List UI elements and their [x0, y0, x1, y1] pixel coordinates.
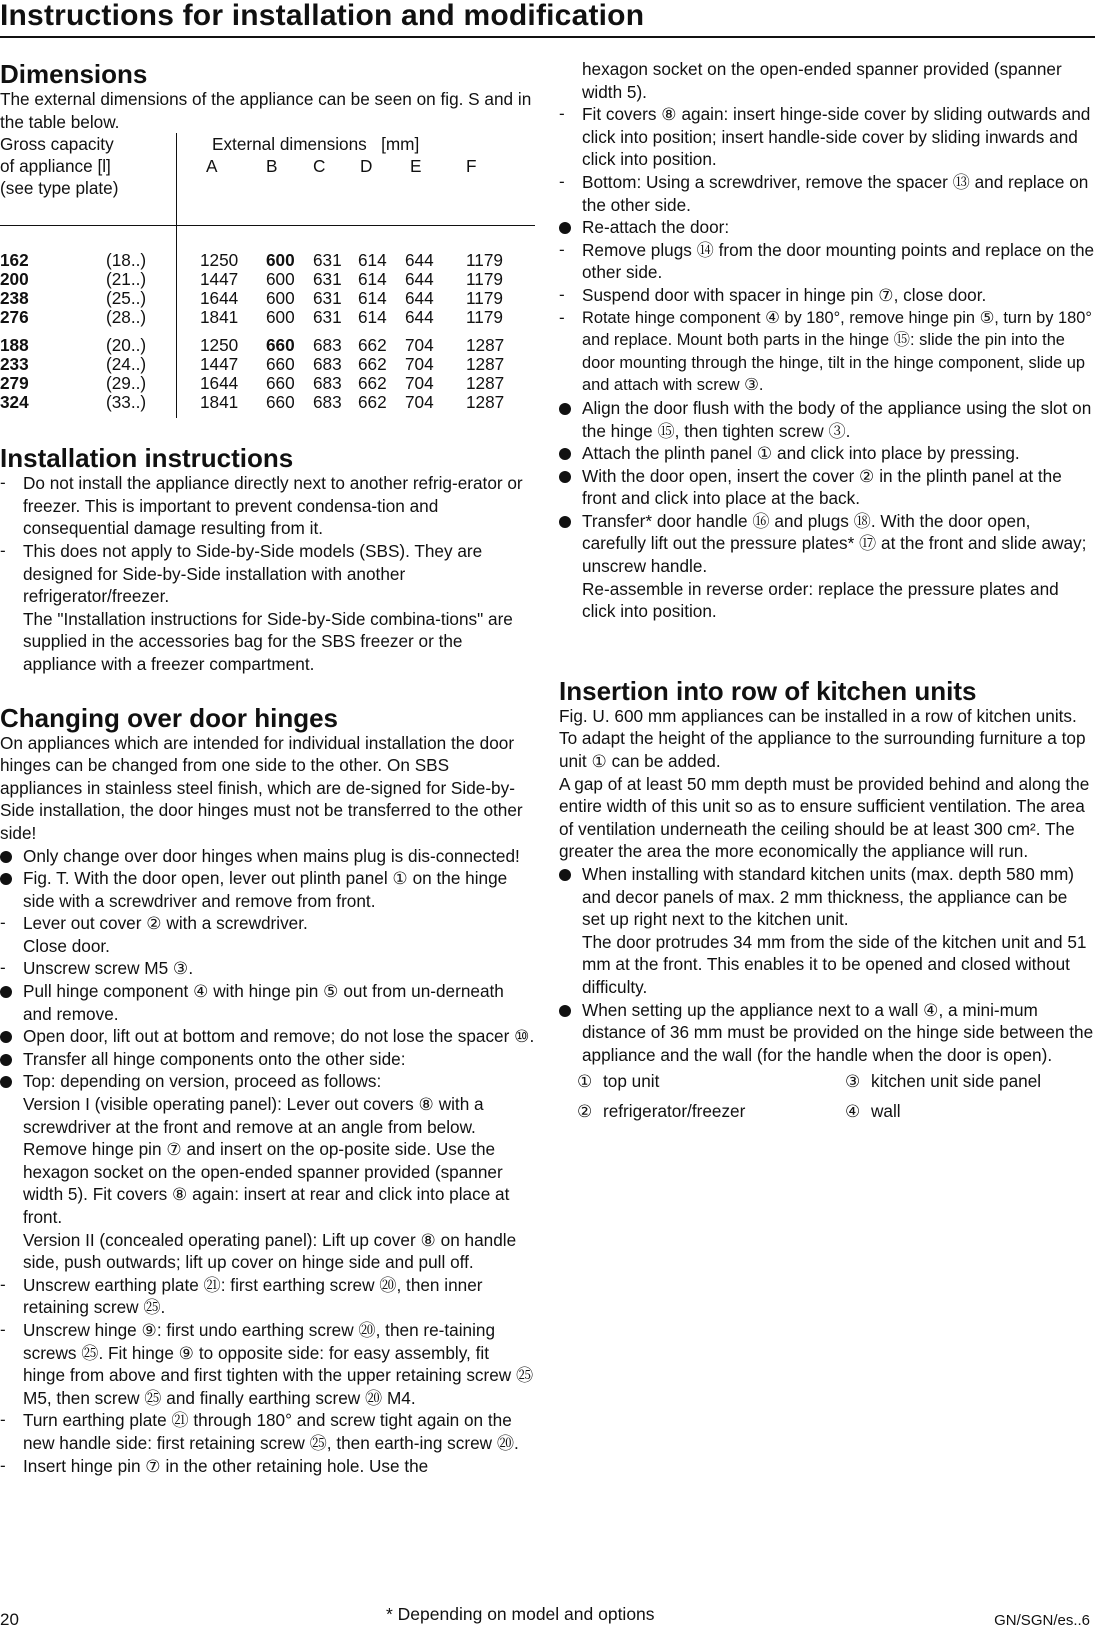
table-row	[0, 392, 535, 411]
left-column	[0, 56, 535, 1477]
list-item: The door protrudes 34 mm from the side of the kitchen unit and 51 mm at the front. This enables it to be opened and closed without difficulty.	[582, 931, 1087, 997]
list-item: The "Installation instructions for Side-by-Side combina-tions" are supplied in the accessories bag for the SBS freezer or the appliance with a freezer compartment.	[23, 608, 513, 674]
dash-icon: -	[559, 104, 565, 124]
bullet-icon	[0, 845, 20, 869]
dash-icon: -	[0, 1319, 6, 1339]
page-number: 20	[0, 1610, 19, 1629]
table-cell: 324	[0, 391, 29, 412]
table-cell: 614	[358, 268, 387, 289]
installation-heading: Installation instructions	[0, 443, 294, 474]
table-cell: 1179	[466, 250, 503, 271]
table-cell: (33..)	[106, 391, 147, 412]
list-item: - This does not apply to Side-by-Side models (SBS). They are designed for Side-by-Side installation with another refrigerator/freezer.	[0, 540, 483, 607]
table-cell: 238	[0, 287, 29, 308]
table-cell: 1287	[466, 354, 505, 375]
footnote: * Depending on model and options	[386, 1604, 655, 1624]
table-cell: (24..)	[106, 354, 147, 375]
dash-icon: -	[0, 540, 6, 560]
list-item: Only change over door hinges when mains plug is dis-connected!	[0, 845, 535, 868]
table-cell: 1644	[200, 287, 239, 308]
table-cell: (25..)	[106, 287, 147, 308]
table-cell: 662	[358, 354, 387, 375]
table-cell: 631	[313, 268, 342, 289]
table-row	[0, 335, 535, 354]
bullet-icon	[559, 397, 579, 421]
table-cell: 683	[313, 391, 342, 412]
list-item: Pull hinge component ④ with hinge pin ⑤ out from un-derneath and remove.	[0, 980, 535, 1025]
col-e: E	[410, 156, 422, 177]
table-cell: 1447	[200, 268, 239, 289]
table-cell: 600	[266, 250, 295, 271]
bullet-icon	[559, 465, 579, 489]
col-a: A	[206, 156, 218, 177]
list-item: - Turn earthing plate ㉑ through 180° and screw tight again on the new handle side: first retaining screw ㉕, then earth-ing screw ⑳.	[0, 1410, 519, 1453]
kitchen-intro: Fig. U. 600 mm appliances can be installed in a row of kitchen units. To adapt the height of the appliance to the surrounding furniture a top unit ① can be added.	[559, 705, 1086, 772]
capacity-label-3: (see type plate)	[0, 178, 119, 199]
col-f: F	[466, 156, 477, 177]
table-cell: 600	[266, 287, 295, 308]
list-item: - Remove plugs ⑭ from the door mounting points and replace on the other side.	[559, 239, 1095, 283]
table-cell: (21..)	[106, 268, 147, 289]
table-cell: 631	[313, 287, 342, 308]
table-cell: 276	[0, 306, 29, 327]
legend-item: ③ kitchen unit side panel	[845, 1071, 1042, 1092]
col-d: D	[360, 156, 373, 177]
legend	[559, 1070, 1095, 1122]
list-item: - Unscrew screw M5 ③.	[0, 958, 194, 979]
table-cell: 1287	[466, 372, 505, 393]
legend-item: ④ wall	[845, 1100, 901, 1121]
dimensions-table-body	[0, 226, 535, 418]
list-item: - Lever out cover ② with a screwdriver.	[0, 913, 308, 934]
dimensions-table-header	[0, 133, 535, 225]
table-cell: 600	[266, 268, 295, 289]
kitchen-intro-2: A gap of at least 50 mm depth must be provided behind and along the entire width of this unit so as to ensure sufficient ventilation. The area of ventilation underneath the ceiling should be at least 300 cm². The greater the area the more economically the appliance will run.	[559, 773, 1090, 862]
document-code: GN/SGN/es..6	[994, 1612, 1090, 1629]
table-row	[0, 250, 535, 269]
list-item: Top: depending on version, proceed as follows:	[0, 1070, 535, 1093]
table-cell: 279	[0, 372, 29, 393]
list-item: - Suspend door with spacer in hinge pin ⑦, close door.	[559, 284, 987, 305]
list-item: Version II (concealed operating panel): Lift up cover ⑧ on handle side, push outwards; lift up cover on hinge side and pull off.	[23, 1229, 517, 1273]
page-title: Instructions for installation and modification	[0, 0, 1095, 38]
col-b: B	[266, 156, 278, 177]
bullet-icon	[559, 510, 579, 534]
dash-icon: -	[0, 913, 6, 933]
list-item: Align the door flush with the body of the appliance using the slot on the hinge ⑮, then tighten screw ③.	[559, 397, 1095, 442]
table-row	[0, 269, 535, 288]
table-row	[0, 288, 535, 307]
list-item: When installing with standard kitchen units (max. depth 580 mm) and decor panels of max. 2 mm thickness, the appliance can be set up right next to the kitchen unit.	[559, 863, 1095, 931]
external-dimensions-label: External dimensions [mm]	[212, 134, 420, 155]
table-cell: 614	[358, 306, 387, 327]
dash-icon: -	[559, 307, 565, 327]
table-row	[0, 307, 535, 326]
table-cell: 1841	[200, 306, 239, 327]
table-cell: 660	[266, 372, 295, 393]
bullet-icon	[0, 867, 20, 891]
table-cell: 162	[0, 250, 29, 271]
dash-icon: -	[0, 958, 6, 978]
right-column	[559, 58, 1095, 1123]
bullet-icon	[559, 216, 579, 240]
table-cell: 683	[313, 372, 342, 393]
table-cell: 1447	[200, 354, 239, 375]
list-item: Fig. T. With the door open, lever out plinth panel ① on the hinge side with a screwdriver and remove from front.	[0, 867, 535, 912]
table-cell: (29..)	[106, 372, 147, 393]
table-cell: 662	[358, 335, 387, 356]
table-cell: 683	[313, 335, 342, 356]
hinges-intro: On appliances which are intended for individual installation the door hinges can be changed from one side to the other. On SBS appliances in stainless steel finish, which are de-signed for Side-by-Side installation, the door hinges must not be transferred to the other side!	[0, 732, 523, 843]
installation-list	[0, 472, 535, 675]
list-item: When setting up the appliance next to a wall ④, a mini-mum distance of 36 mm must be provided on the hinge side between the appliance and the wall (for the handle when the door is open).	[559, 999, 1095, 1067]
table-cell: 1287	[466, 335, 505, 356]
list-item: - Do not install the appliance directly next to another refrig-erator or freezer. This is important to prevent condensa-tion and consequential damage resulting from it.	[0, 473, 523, 539]
table-cell: 200	[0, 268, 29, 289]
table-cell: (20..)	[106, 335, 147, 356]
table-cell: 1179	[466, 287, 503, 308]
capacity-label-1: Gross capacity	[0, 134, 114, 155]
table-cell: 704	[405, 391, 434, 412]
table-cell: 188	[0, 335, 29, 356]
table-cell: 644	[405, 287, 434, 308]
table-divider	[176, 133, 177, 225]
table-cell: 1841	[200, 391, 239, 412]
list-item: - Fit covers ⑧ again: insert hinge-side cover by sliding outwards and click into position; insert handle-side cover by sliding inwards and click into position.	[559, 104, 1091, 170]
bullet-icon	[0, 980, 20, 1004]
hinges-list	[0, 845, 535, 1478]
list-item: - Unscrew hinge ⑨: first undo earthing screw ⑳, then re-taining screws ㉕. Fit hinge ⑨ to opposite side: for easy assembly, fit hinge from above and first tighten with the upper retaining screw ㉕ M5, then screw ㉕ and finally earthing screw ⑳ M4.	[0, 1319, 534, 1408]
dimensions-heading: Dimensions	[0, 59, 148, 89]
dash-icon: -	[0, 1274, 6, 1294]
table-cell: 704	[405, 335, 434, 356]
table-row	[0, 373, 535, 392]
list-item: Close door.	[23, 935, 110, 956]
table-cell: 660	[266, 391, 295, 412]
kitchen-heading: Insertion into row of kitchen units	[559, 675, 977, 706]
list-item: - Unscrew earthing plate ㉑: first earthing screw ⑳, then inner retaining screw ㉕.	[0, 1274, 483, 1318]
bullet-icon	[559, 863, 579, 887]
table-cell: 704	[405, 372, 434, 393]
list-item: Re-assemble in reverse order: replace the pressure plates and click into position.	[582, 578, 1059, 622]
bullet-icon	[0, 1070, 20, 1094]
list-item: hexagon socket on the open-ended spanner provided (spanner width 5).	[582, 59, 1062, 102]
dash-icon: -	[0, 1455, 6, 1475]
table-cell: (18..)	[106, 250, 147, 271]
bullet-icon	[0, 1048, 20, 1072]
legend-item: ① top unit	[577, 1071, 660, 1092]
table-cell: 704	[405, 354, 434, 375]
table-cell: 1179	[466, 306, 503, 327]
table-cell: 1179	[466, 268, 503, 289]
table-cell: 1644	[200, 372, 239, 393]
table-cell: 660	[266, 354, 295, 375]
dash-icon: -	[0, 473, 6, 493]
kitchen-list	[559, 863, 1095, 1066]
table-cell: 233	[0, 354, 29, 375]
list-item: - Insert hinge pin ⑦ in the other retaining hole. Use the	[0, 1455, 429, 1476]
legend-item: ② refrigerator/freezer	[577, 1100, 746, 1121]
capacity-label-2: of appliance [l]	[0, 156, 111, 177]
dash-icon: -	[559, 239, 565, 259]
bullet-icon	[0, 1025, 20, 1049]
hinges-list-continued	[559, 58, 1095, 623]
table-cell: 631	[313, 306, 342, 327]
list-item: - Rotate hinge component ④ by 180°, remove hinge pin ⑤, turn by 180° and replace. Mount both parts in the hinge ⑮: slide the pin into the door mounting through the hinge, tilt in the hinge component, slide up and attach with screw ③.	[559, 307, 1092, 395]
table-cell: 644	[405, 268, 434, 289]
table-cell: 1250	[200, 250, 239, 271]
dash-icon: -	[0, 1410, 6, 1430]
bullet-icon	[559, 999, 579, 1023]
table-cell: 1250	[200, 335, 239, 356]
table-cell: 662	[358, 372, 387, 393]
list-item: Re-attach the door:	[559, 216, 1095, 239]
col-c: C	[313, 156, 326, 177]
table-cell: 662	[358, 391, 387, 412]
list-item: Attach the plinth panel ① and click into place by pressing.	[559, 442, 1095, 465]
table-cell: 614	[358, 250, 387, 271]
table-cell: 600	[266, 306, 295, 327]
table-row	[0, 354, 535, 373]
list-item: - Bottom: Using a screwdriver, remove the spacer ⑬ and replace on the other side.	[559, 171, 1089, 215]
list-item: Open door, lift out at bottom and remove; do not lose the spacer ⑩.	[0, 1025, 535, 1048]
table-cell: 644	[405, 306, 434, 327]
dash-icon: -	[559, 284, 565, 304]
table-cell: 683	[313, 354, 342, 375]
dash-icon: -	[559, 171, 565, 191]
list-item: Transfer all hinge components onto the other side:	[0, 1048, 535, 1071]
list-item: Transfer* door handle ⑯ and plugs ⑱. With the door open, carefully lift out the pressure plates* ⑰ at the front and slide away; unscrew handle.	[559, 510, 1095, 578]
table-cell: 1287	[466, 391, 505, 412]
list-item: With the door open, insert the cover ② in the plinth panel at the front and click into place at the back.	[559, 465, 1095, 510]
table-cell: 614	[358, 287, 387, 308]
dimensions-intro: The external dimensions of the appliance can be seen on fig. S and in the table below.	[0, 89, 532, 132]
list-item: Version I (visible operating panel): Lever out covers ⑧ with a screwdriver at the front and remove at an angle from below. Remove hinge pin ⑦ and insert on the op-posite side. Use the hexagon socket on the open-ended spanner provided (spanner width 5). Fit covers ⑧ again: insert at rear and click into place at front.	[23, 1094, 510, 1227]
bullet-icon	[559, 442, 579, 466]
table-cell: 631	[313, 250, 342, 271]
table-cell: (28..)	[106, 306, 147, 327]
table-cell: 660	[266, 335, 295, 356]
table-cell: 644	[405, 250, 434, 271]
hinges-heading: Changing over door hinges	[0, 702, 339, 733]
